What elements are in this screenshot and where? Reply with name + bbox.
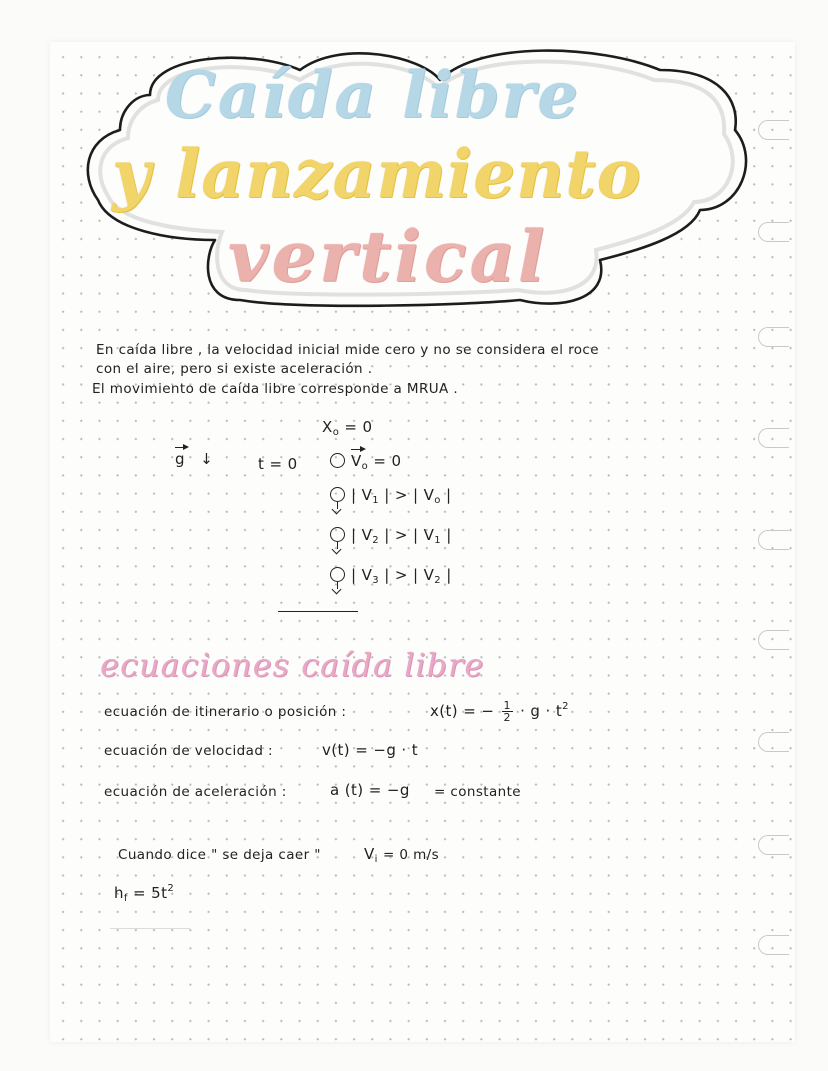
velocity-equation-label: ecuación de velocidad : — [104, 743, 273, 759]
acceleration-equation-label: ecuación de aceleración : — [104, 784, 287, 800]
velocity-equation-formula: v(t) = −g · t — [322, 741, 419, 759]
gravity-vector: g ↓ — [175, 450, 214, 468]
drop-note-label: Cuando dice " se deja caer " — [118, 847, 321, 863]
row-initial: $V_o = 0$ — [330, 452, 401, 472]
time-zero-label: t = 0 — [258, 455, 298, 473]
binder-ring — [758, 428, 789, 448]
drop-note-value: $V_i = 0$ m/s — [364, 845, 440, 865]
position-equation-formula: x(t) = − $\frac{1}{2}$ · $g \cdot t^2$ — [430, 699, 569, 724]
falling-ball-icon — [330, 527, 345, 542]
binder-ring — [758, 835, 789, 855]
binder-ring — [758, 935, 789, 955]
final-height-formula: $h_f = 5t^2$ — [114, 883, 175, 904]
title-line-1: Caída libre — [165, 58, 581, 133]
ball-icon — [330, 453, 345, 468]
intro-line-3: El movimiento de caída libre corresponde a MRUA . — [92, 381, 459, 397]
section-divider — [278, 611, 358, 612]
row-speed-3: | $V_3$ | > | $V_2$ | — [330, 566, 452, 586]
falling-ball-icon — [330, 567, 345, 582]
acceleration-equation-formula: a (t) = −g — [330, 781, 410, 799]
binder-ring — [758, 327, 789, 347]
binder-ring — [758, 732, 789, 752]
falling-ball-icon — [330, 487, 345, 502]
intro-line-2: con el aire, pero si existe aceleración . — [96, 361, 373, 377]
row-speed-1: | $V_1$ | > | $V_o$ | — [330, 486, 451, 506]
intro-line-1: En caída libre , la velocidad inicial mide cero y no se considera el roce — [96, 342, 599, 358]
position-equation-label: ecuación de itinerario o posición : — [104, 704, 347, 720]
row-speed-2: | $V_2$ | > | $V_1$ | — [330, 526, 452, 546]
binder-ring — [758, 530, 789, 550]
title-line-2: y lanzamiento — [112, 135, 642, 213]
x0-equation: $X_o = 0$ — [322, 418, 373, 438]
fraction: $\frac{1}{2}$ — [503, 699, 511, 724]
title-line-3: vertical — [228, 215, 548, 298]
section-heading: ecuaciones caída libre — [100, 646, 485, 684]
down-arrow-icon: ↓ — [200, 450, 214, 468]
faint-line — [110, 928, 190, 929]
binder-ring — [758, 630, 789, 650]
acceleration-note: = constante — [434, 784, 521, 800]
